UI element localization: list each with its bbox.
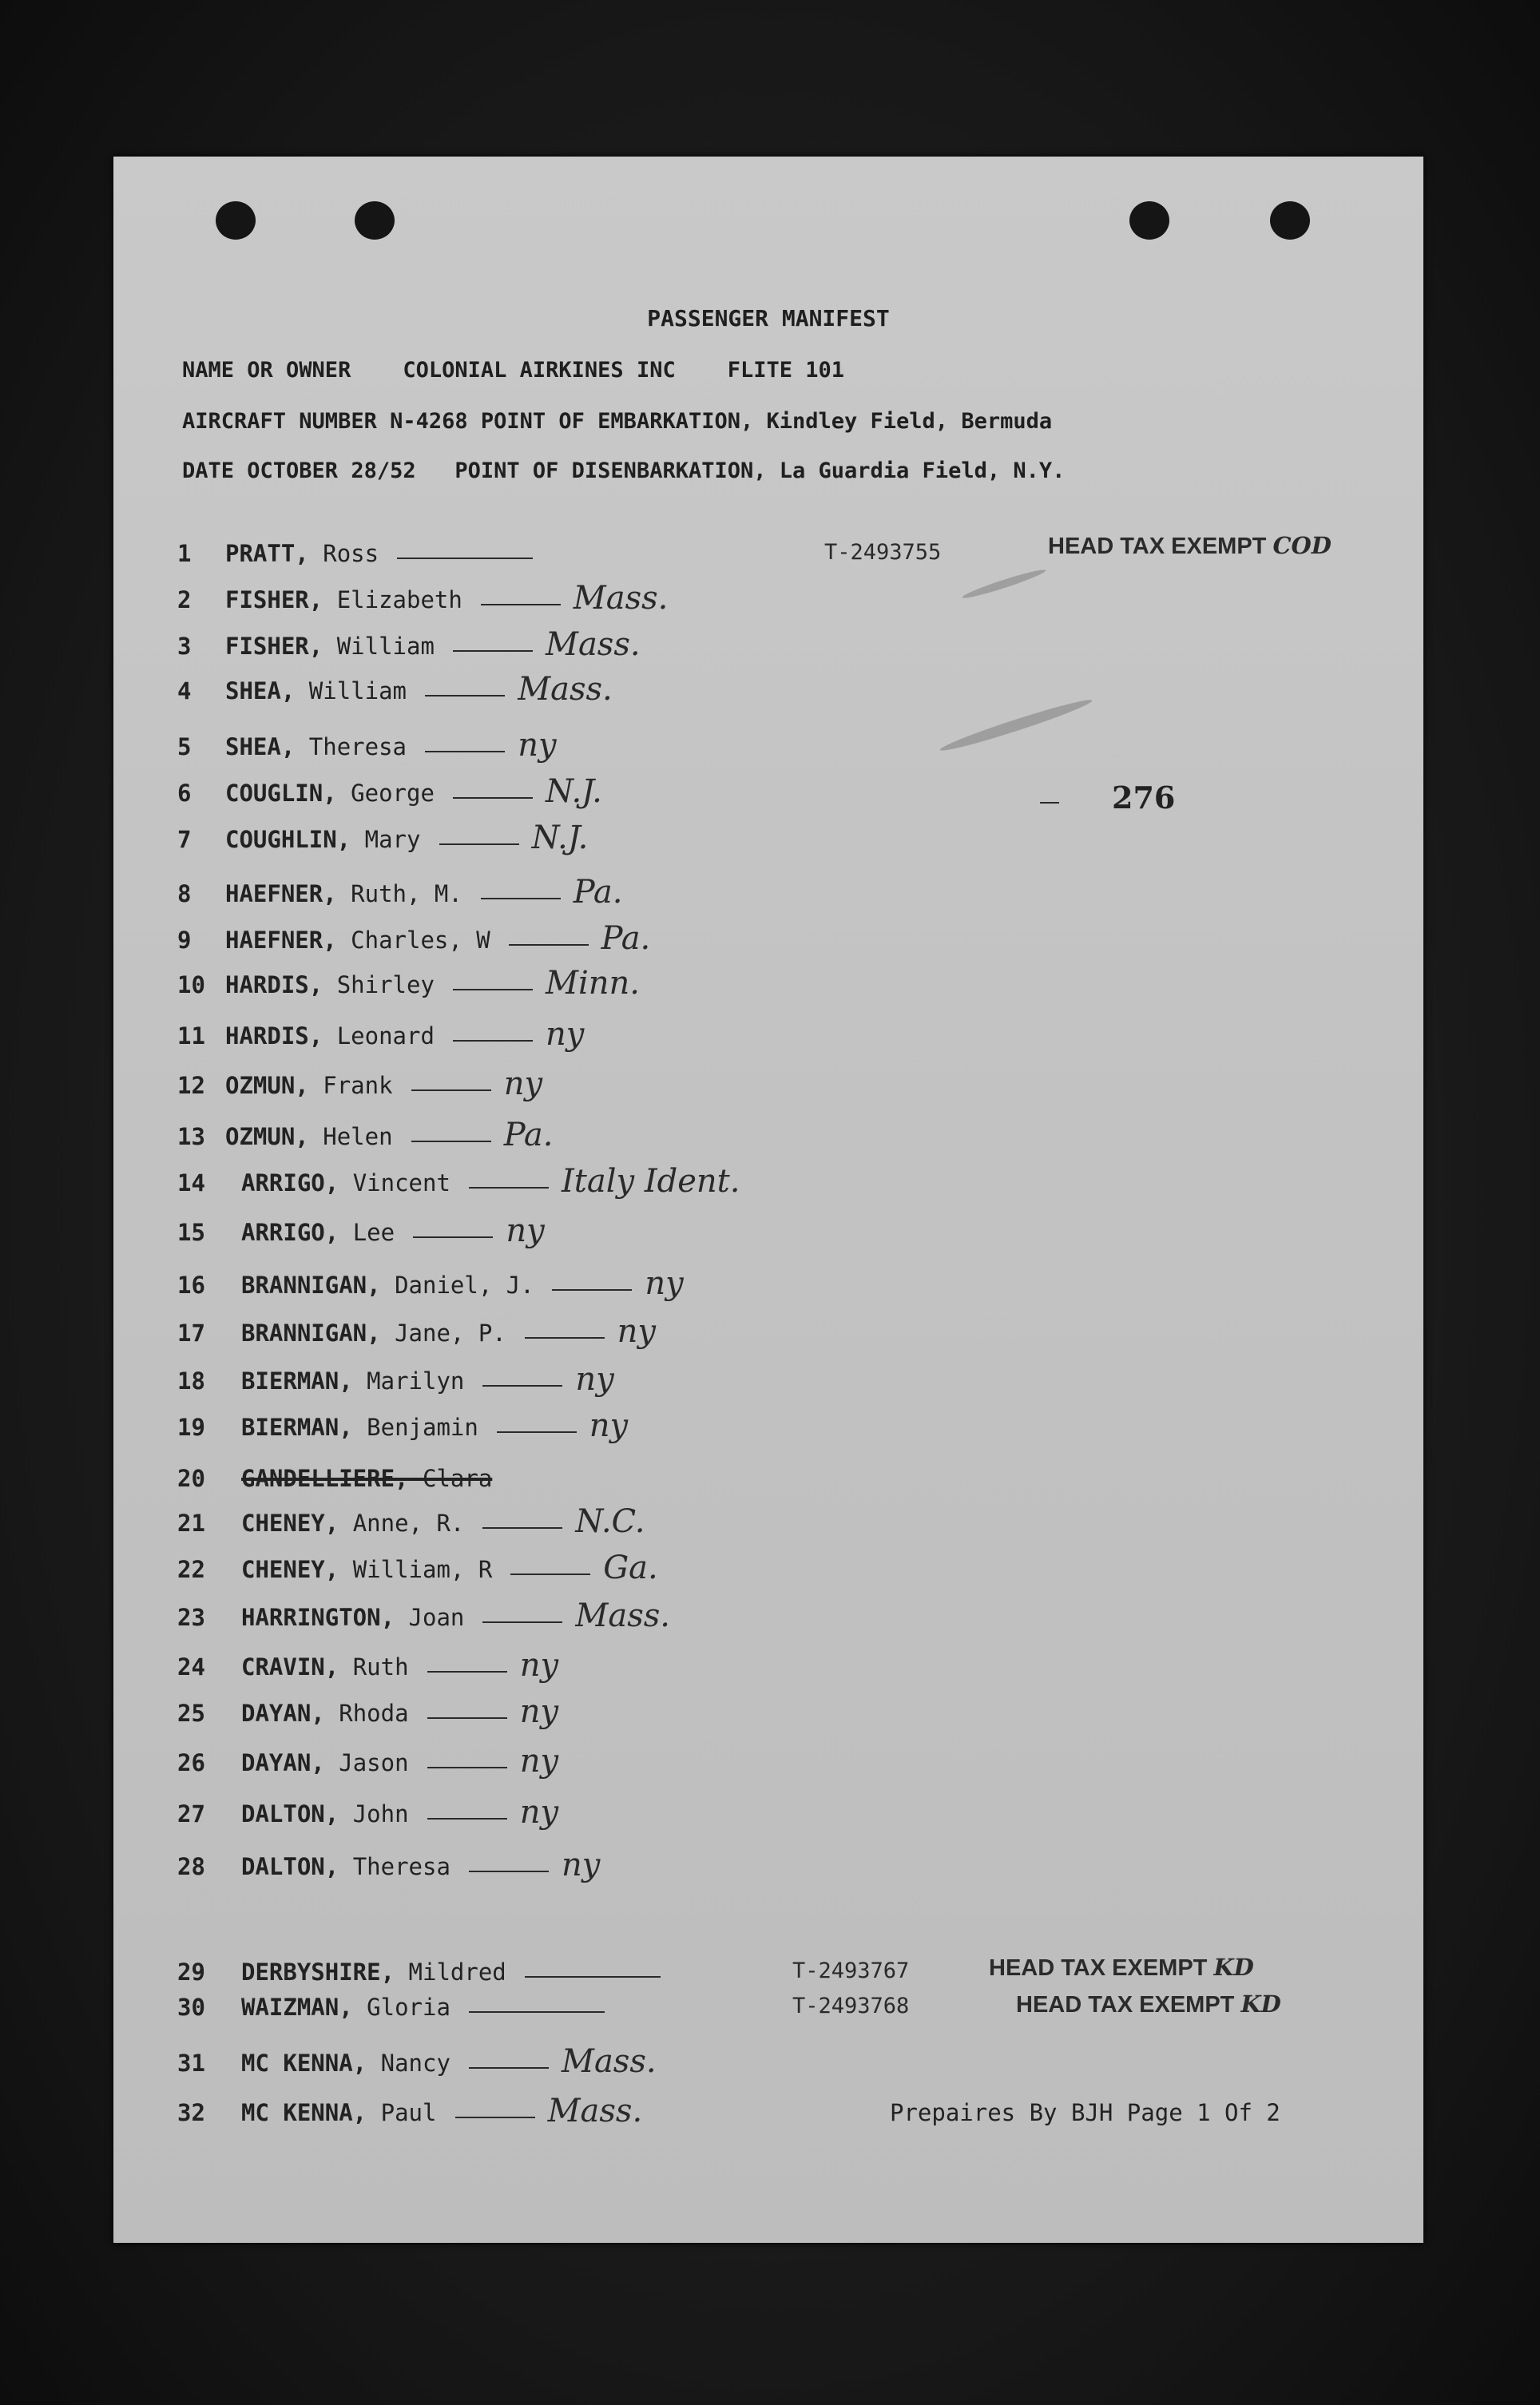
side-number: 276: [1112, 780, 1176, 816]
row-number: 1: [177, 540, 192, 567]
surname: CRAVIN,: [241, 1653, 339, 1681]
passenger-name: [241, 1994, 450, 2021]
passenger-row: [177, 1693, 1375, 1735]
passenger-row: [177, 580, 1375, 621]
handwritten-state: Mass.: [575, 1597, 670, 1634]
row-number: 12: [177, 1072, 205, 1099]
dash-line: [453, 650, 533, 652]
punch-hole: [216, 201, 256, 240]
handwritten-state: Mass.: [518, 671, 613, 708]
given-name: Jane, P.: [395, 1320, 506, 1347]
handwritten-state: ny: [589, 1407, 629, 1444]
surname: SHEA,: [225, 677, 296, 704]
handwritten-state: ny: [518, 727, 557, 764]
given-name: Leonard: [336, 1022, 435, 1050]
handwritten-state: N.J.: [531, 820, 589, 856]
dash-line: [469, 2011, 605, 2013]
handwritten-state: Mass.: [547, 2093, 643, 2129]
given-name: Shirley: [336, 971, 435, 998]
passenger-row: [177, 1794, 1375, 1835]
dash-line: [469, 2067, 549, 2069]
row-number: 16: [177, 1272, 205, 1299]
surname: OZMUN,: [225, 1072, 309, 1099]
surname: CHENEY,: [241, 1556, 339, 1583]
dash-line: [413, 1236, 493, 1238]
given-name: Frank: [323, 1072, 393, 1099]
passenger-name: [225, 971, 435, 998]
surname: SHEA,: [225, 733, 296, 760]
handwritten-state: ny: [645, 1265, 684, 1302]
passenger-row: [177, 1117, 1375, 1158]
dash-line: [427, 1717, 507, 1719]
passenger-row: [177, 1743, 1375, 1784]
dash-line: [469, 1187, 549, 1189]
surname: GANDELLIERE,: [241, 1465, 409, 1492]
head-tax-stamp: HEAD TAX EXEMPT KD: [1016, 1990, 1281, 2018]
dash-line: [453, 797, 533, 799]
row-number: 13: [177, 1123, 205, 1150]
row-number: 28: [177, 1853, 205, 1880]
passenger-name: [241, 1320, 506, 1347]
owner-line: NAME OR OWNER COLONIAL AIRKINES INC FLITE 101: [182, 358, 845, 383]
passenger-name: [225, 586, 462, 613]
row-number: 18: [177, 1367, 205, 1395]
row-number: 6: [177, 780, 192, 807]
handwritten-state: N.J.: [546, 773, 602, 810]
row-number: 30: [177, 1994, 205, 2021]
surname: HARDIS,: [225, 971, 323, 998]
passenger-name: [225, 826, 420, 853]
handwritten-state: ny: [506, 1212, 545, 1249]
passenger-name: [225, 1072, 393, 1099]
dash-line: [427, 1671, 507, 1673]
given-name: Ruth, M.: [351, 880, 462, 907]
handwritten-state: Mass.: [546, 626, 641, 663]
passenger-name: [241, 1959, 506, 1986]
handwritten-state: ny: [519, 1647, 559, 1684]
passenger-name: [241, 1700, 409, 1727]
dash-line: [427, 1767, 507, 1768]
passenger-name: [225, 677, 407, 704]
prepared-by-footer: Prepaires By BJH Page 1 Of 2: [890, 2099, 1280, 2126]
row-number: 21: [177, 1510, 205, 1537]
dash-line: [525, 1337, 605, 1339]
given-name: William: [308, 677, 407, 704]
given-name: Joan: [408, 1604, 465, 1631]
passenger-name: [241, 2099, 436, 2126]
handwritten-state: ny: [503, 1066, 543, 1102]
passenger-row: [177, 626, 1375, 668]
passenger-name: [241, 1367, 464, 1395]
given-name: Benjamin: [367, 1414, 478, 1441]
head-tax-stamp: HEAD TAX EXEMPT KD: [989, 1954, 1254, 1981]
ticket-number: T-2493768: [792, 1994, 910, 2018]
ticket-number: T-2493767: [792, 1959, 910, 1983]
handwritten-state: Pa.: [601, 920, 651, 957]
passenger-name: [225, 880, 462, 907]
surname: DALTON,: [241, 1853, 339, 1880]
given-name: Theresa: [352, 1853, 450, 1880]
row-number: 4: [177, 677, 192, 704]
row-number: 25: [177, 1700, 205, 1727]
passenger-row: [177, 1016, 1375, 1058]
given-name: George: [351, 780, 435, 807]
punch-hole: [355, 201, 395, 240]
surname: HARRINGTON,: [241, 1604, 395, 1631]
passenger-name: [241, 1272, 534, 1299]
passenger-name: [225, 1022, 435, 1050]
surname: COUGHLIN,: [225, 826, 351, 853]
surname: HAEFNER,: [225, 880, 337, 907]
dash-line: [552, 1289, 632, 1291]
passenger-name: [225, 927, 490, 954]
given-name: Jason: [339, 1749, 409, 1776]
passenger-row: [177, 820, 1375, 861]
handwritten-state: ny: [562, 1847, 601, 1883]
given-name: Clara: [422, 1465, 493, 1492]
row-number: 9: [177, 927, 192, 954]
passenger-row: [177, 1265, 1375, 1307]
given-name: Nancy: [380, 2050, 450, 2077]
row-number: 22: [177, 1556, 205, 1583]
dash-line: [469, 1871, 549, 1872]
row-number: 27: [177, 1800, 205, 1828]
given-name: William: [336, 633, 435, 660]
dash-line: [525, 1976, 661, 1978]
given-name: Charles, W: [351, 927, 490, 954]
dash-line: [439, 843, 519, 845]
handwritten-state: Ga.: [603, 1550, 658, 1586]
passenger-row: [177, 1597, 1375, 1639]
passenger-row: [177, 1407, 1375, 1449]
row-number: 26: [177, 1749, 205, 1776]
passenger-row: [177, 1503, 1375, 1545]
handwritten-state: Italy Ident.: [562, 1163, 740, 1200]
passenger-name: [241, 2050, 450, 2077]
passenger-row: [177, 2043, 1375, 2085]
passenger-name: [241, 1510, 464, 1537]
handwritten-state: N.C.: [575, 1503, 645, 1540]
surname: COUGLIN,: [225, 780, 337, 807]
surname: MC KENNA,: [241, 2050, 367, 2077]
surname: DALTON,: [241, 1800, 339, 1828]
passenger-row: [177, 965, 1375, 1006]
dash-line: [497, 1431, 577, 1433]
manifest-page: [113, 157, 1423, 2243]
handwritten-state: ny: [546, 1016, 585, 1053]
passenger-name: [241, 1604, 464, 1631]
dash-line: [481, 898, 561, 899]
passenger-row: [177, 1361, 1375, 1403]
dash-line: [482, 1621, 562, 1623]
given-name: Mildred: [408, 1959, 506, 1986]
given-name: Daniel, J.: [395, 1272, 534, 1299]
surname: BIERMAN,: [241, 1367, 353, 1395]
passenger-name: [225, 540, 379, 567]
given-name: Paul: [380, 2099, 437, 2126]
given-name: Elizabeth: [336, 586, 462, 613]
row-number: 29: [177, 1959, 205, 1986]
surname: FISHER,: [225, 586, 323, 613]
manifest-title: PASSENGER MANIFEST: [647, 305, 890, 331]
dash-line: [453, 1040, 533, 1042]
passenger-row: [177, 671, 1375, 712]
row-number: 31: [177, 2050, 205, 2077]
surname: ARRIGO,: [241, 1169, 339, 1197]
handwritten-state: Pa.: [573, 874, 623, 911]
row-number: 15: [177, 1219, 205, 1246]
row-number: 8: [177, 880, 192, 907]
passenger-name: [225, 733, 407, 760]
row-number: 20: [177, 1465, 205, 1492]
given-name: Lee: [352, 1219, 395, 1246]
given-name: Vincent: [352, 1169, 450, 1197]
given-name: Anne, R.: [352, 1510, 465, 1537]
handwritten-state: Mass.: [562, 2043, 657, 2080]
passenger-name: [241, 1800, 409, 1828]
surname: CHENEY,: [241, 1510, 339, 1537]
passenger-row: [177, 773, 1375, 815]
surname: ARRIGO,: [241, 1219, 339, 1246]
row-number: 19: [177, 1414, 205, 1441]
given-name: Rhoda: [339, 1700, 409, 1727]
given-name: Mary: [364, 826, 421, 853]
dash-mark: [1040, 802, 1059, 804]
surname: BRANNIGAN,: [241, 1272, 381, 1299]
dash-line: [453, 989, 533, 990]
surname: HAEFNER,: [225, 927, 337, 954]
passenger-row: [177, 1066, 1375, 1107]
row-number: 11: [177, 1022, 205, 1050]
dash-line: [425, 695, 505, 696]
row-number: 10: [177, 971, 205, 998]
passenger-name: [241, 1465, 492, 1492]
handwritten-state: ny: [519, 1693, 559, 1730]
passenger-row: [177, 1647, 1375, 1689]
passenger-row: [177, 1163, 1375, 1204]
given-name: Ross: [323, 540, 379, 567]
surname: HARDIS,: [225, 1022, 323, 1050]
surname: OZMUN,: [225, 1123, 309, 1150]
surname: BRANNIGAN,: [241, 1320, 381, 1347]
surname: DERBYSHIRE,: [241, 1959, 395, 1986]
given-name: Helen: [323, 1123, 393, 1150]
given-name: William, R: [352, 1556, 493, 1583]
passenger-row: [177, 1212, 1375, 1254]
passenger-row: [177, 874, 1375, 915]
surname: FISHER,: [225, 633, 323, 660]
dash-line: [482, 1385, 562, 1387]
handwritten-state: ny: [519, 1743, 559, 1780]
punch-hole: [1129, 201, 1169, 240]
row-number: 32: [177, 2099, 205, 2126]
given-name: Marilyn: [367, 1367, 465, 1395]
passenger-name: [241, 1414, 478, 1441]
dash-line: [427, 1818, 507, 1820]
ticket-number: T-2493755: [824, 540, 942, 565]
handwritten-state: ny: [575, 1361, 614, 1398]
row-number: 5: [177, 733, 192, 760]
passenger-row: [177, 920, 1375, 962]
dash-line: [482, 1527, 562, 1529]
dash-line: [411, 1089, 491, 1091]
row-number: 14: [177, 1169, 205, 1197]
dash-line: [509, 944, 589, 946]
surname: WAIZMAN,: [241, 1994, 353, 2021]
handwritten-state: Pa.: [503, 1117, 554, 1153]
surname: DAYAN,: [241, 1749, 325, 1776]
row-number: 17: [177, 1320, 205, 1347]
passenger-row: [177, 1465, 1375, 1500]
surname: MC KENNA,: [241, 2099, 367, 2126]
handwritten-state: ny: [617, 1313, 656, 1350]
punch-hole: [1270, 201, 1310, 240]
dash-line: [411, 1141, 491, 1142]
surname: PRATT,: [225, 540, 309, 567]
passenger-row: [177, 1313, 1375, 1355]
passenger-name: [241, 1853, 450, 1880]
passenger-name: [225, 780, 435, 807]
row-number: 24: [177, 1653, 205, 1681]
handwritten-state: Minn.: [546, 965, 640, 1002]
passenger-name: [241, 1219, 395, 1246]
dash-line: [481, 604, 561, 605]
dash-line: [397, 558, 533, 559]
row-number: 3: [177, 633, 192, 660]
passenger-name: [225, 1123, 393, 1150]
passenger-name: [241, 1653, 409, 1681]
dash-line: [425, 751, 505, 752]
handwritten-state: ny: [519, 1794, 559, 1831]
row-number: 23: [177, 1604, 205, 1631]
passenger-name: [241, 1169, 450, 1197]
handwritten-state: Mass.: [573, 580, 669, 617]
passenger-row: [177, 1847, 1375, 1888]
surname: BIERMAN,: [241, 1414, 353, 1441]
given-name: Ruth: [352, 1653, 409, 1681]
date-line: DATE OCTOBER 28/52 POINT OF DISENBARKATION, La Guardia Field, N.Y.: [182, 458, 1066, 483]
given-name: Theresa: [308, 733, 407, 760]
surname: DAYAN,: [241, 1700, 325, 1727]
given-name: Gloria: [367, 1994, 450, 2021]
row-number: 2: [177, 586, 192, 613]
passenger-name: [241, 1749, 409, 1776]
aircraft-line: AIRCRAFT NUMBER N-4268 POINT OF EMBARKATION, Kindley Field, Bermuda: [182, 409, 1053, 434]
row-number: 7: [177, 826, 192, 853]
given-name: John: [352, 1800, 409, 1828]
passenger-row: [177, 727, 1375, 768]
passenger-name: [225, 633, 435, 660]
head-tax-stamp: HEAD TAX EXEMPT COD: [1048, 532, 1332, 559]
dash-line: [510, 1574, 590, 1575]
passenger-row: [177, 1550, 1375, 1591]
passenger-name: [241, 1556, 492, 1583]
dash-line: [455, 2117, 535, 2118]
